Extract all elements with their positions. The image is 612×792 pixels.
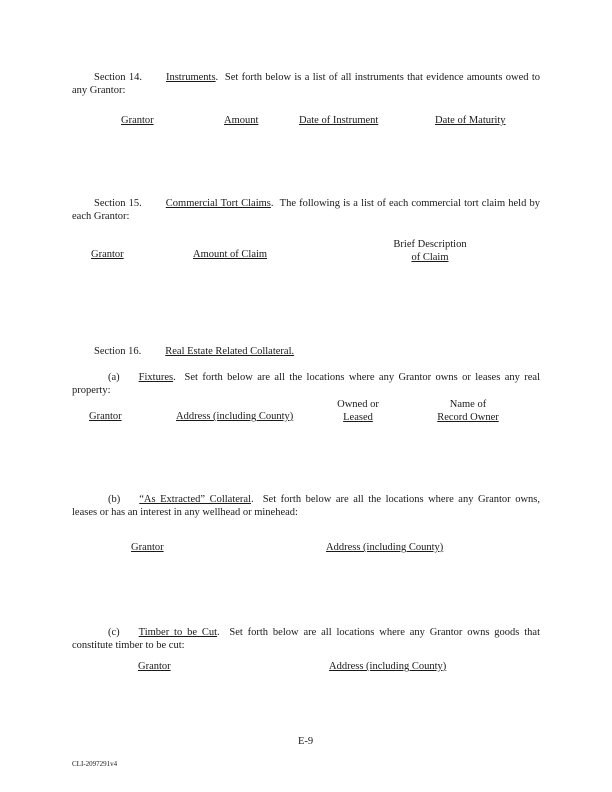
sub-a-title: Fixtures	[138, 372, 174, 383]
section-15-title: Commercial Tort Claims	[165, 198, 271, 209]
s14-col-grantor: Grantor	[121, 115, 154, 126]
s15-col-grantor: Grantor	[91, 249, 124, 260]
sub-c-label: (c)	[108, 627, 120, 638]
section-16-heading	[94, 346, 294, 357]
sub-a-label: (a)	[108, 372, 120, 383]
section-14-text: Set forth below is a list of all instruments that evidence amounts owed to any Grantor:	[72, 72, 541, 96]
section-14-paragraph: Section 14. Instruments. Set forth below is a list of all instruments that evidence amounts owed to any Grantor:	[72, 72, 541, 96]
sub-b-title: “As Extracted” Collateral	[139, 494, 251, 505]
s15-col-brief-description-line1: Brief Description	[393, 239, 467, 250]
sa-col-record-owner	[428, 399, 508, 424]
section-15-paragraph: Section 15. Commercial Tort Claims. The following is a list of each commercial tort claim held by each Grantor:	[72, 198, 541, 222]
s15-col-brief-description	[380, 239, 480, 264]
section-15-text: The following is a list of each commercial tort claim held by each Grantor:	[72, 198, 541, 222]
sc-col-address: Address (including County)	[329, 661, 447, 672]
section-14-number: Section 14.	[94, 72, 142, 83]
document-id: CLI-2097291v4	[72, 760, 118, 768]
section-16-number: Section 16.	[94, 346, 142, 357]
sc-col-grantor: Grantor	[138, 661, 171, 672]
s15-col-brief-description-line2: of Claim	[411, 251, 449, 263]
sa-col-owner-line2: Record Owner	[437, 411, 499, 423]
section-16-title: Real Estate Related Collateral.	[165, 346, 295, 357]
sa-col-owned-line1: Owned or	[337, 399, 379, 410]
sa-col-owned-line2: Leased	[343, 411, 373, 423]
section-14-title: Instruments	[165, 72, 216, 83]
sub-c-title: Timber to be Cut	[138, 627, 218, 638]
sa-col-address: Address (including County)	[176, 411, 294, 422]
sub-a-paragraph: (a) Fixtures. Set forth below are all the locations where any Grantor owns or leases any real property:	[72, 372, 541, 396]
sa-col-grantor: Grantor	[89, 411, 122, 422]
sub-c-text: Set forth below are all locations where any Grantor owns goods that constitute timber to be cut:	[72, 627, 540, 651]
s14-col-date-of-maturity: Date of Maturity	[435, 115, 506, 126]
s14-col-amount: Amount	[224, 115, 259, 126]
sub-b-paragraph: (b) “As Extracted” Collateral. Set forth below are all the locations where any Grantor owns, leases or has an interest in any wellhead or minehead:	[72, 494, 541, 518]
s14-col-date-of-instrument: Date of Instrument	[299, 115, 379, 126]
sub-c-paragraph: (c) Timber to be Cut. Set forth below are all locations where any Grantor owns goods that constitute timber to be cut:	[72, 627, 540, 651]
sa-col-owner-line1: Name of	[449, 399, 487, 410]
sub-b-label: (b)	[108, 494, 121, 505]
sub-a-text: Set forth below are all the locations where any Grantor owns or leases any real property:	[72, 372, 541, 396]
page-number: E-9	[298, 736, 314, 747]
sb-col-address: Address (including County)	[326, 542, 444, 553]
sub-b-text: Set forth below are all the locations where any Grantor owns, leases or has an interest in any wellhead or minehead:	[72, 494, 541, 518]
s15-col-amount-of-claim: Amount of Claim	[193, 249, 268, 260]
section-15-number: Section 15.	[94, 198, 142, 209]
sa-col-owned-or-leased	[325, 399, 391, 424]
sb-col-grantor: Grantor	[131, 542, 164, 553]
